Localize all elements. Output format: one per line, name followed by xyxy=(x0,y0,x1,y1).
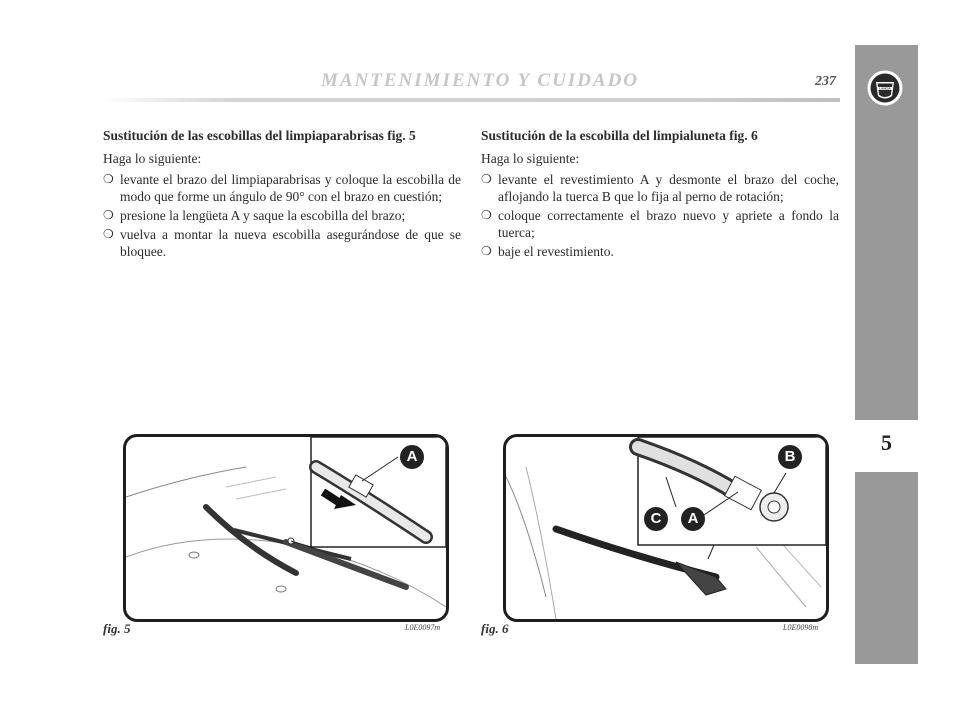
bullet-icon: ❍ xyxy=(481,244,492,258)
bullet-icon: ❍ xyxy=(103,227,114,241)
figure-6-rear-wiper xyxy=(503,434,829,622)
list-item xyxy=(103,171,461,205)
list-item xyxy=(103,226,461,260)
step-text: baje el revestimiento. xyxy=(498,244,614,259)
figure-5-windshield-wiper xyxy=(123,434,449,622)
list-item xyxy=(103,207,461,224)
chapter-tab-bottom xyxy=(855,472,918,664)
section-title: Sustitución de las escobillas del limpiaparabrisas fig. 5 xyxy=(103,128,416,143)
section-intro: Haga lo siguiente: xyxy=(103,151,202,166)
chapter-number: 5 xyxy=(881,430,892,455)
left-column xyxy=(103,127,461,262)
wiper-illustration xyxy=(126,437,446,619)
list-item xyxy=(481,171,839,205)
page-number: 237 xyxy=(815,74,836,89)
list-item xyxy=(481,207,839,241)
figure-caption: fig. 6 xyxy=(481,621,509,636)
bullet-icon: ❍ xyxy=(481,208,492,222)
header-divider xyxy=(100,98,840,102)
rear-wiper-illustration xyxy=(506,437,826,619)
callout-label-a: A xyxy=(400,445,424,469)
step-text: coloque correctamente el brazo nuevo y apriete a fondo la tuerca; xyxy=(498,208,839,240)
figure-code: L0E0098m xyxy=(783,623,819,632)
page-header-title: MANTENIMIENTO Y CUIDADO xyxy=(320,70,640,91)
right-column xyxy=(481,127,839,262)
logo-text: LANCIA xyxy=(879,86,891,91)
step-text: levante el revestimiento A y desmonte el brazo del coche, aflojando la tuerca B que lo fija al perno de rotación; xyxy=(498,172,839,204)
callout-label-a: A xyxy=(681,507,705,531)
list-item xyxy=(481,243,839,260)
section-intro: Haga lo siguiente: xyxy=(481,151,580,166)
lancia-logo-icon xyxy=(867,70,903,106)
step-text: levante el brazo del limpiaparabrisas y coloque la escobilla de modo que forme un ángulo de 90° con el brazo en cuestión; xyxy=(120,172,461,204)
figure-code: L0E0097m xyxy=(405,623,441,632)
bullet-icon: ❍ xyxy=(103,208,114,222)
callout-label-b: B xyxy=(778,445,802,469)
step-text: vuelva a montar la nueva escobilla asegurándose de que se bloquee. xyxy=(120,227,461,259)
figure-caption: fig. 5 xyxy=(103,621,131,636)
bullet-icon: ❍ xyxy=(103,172,114,186)
callout-label-c: C xyxy=(644,507,668,531)
bullet-icon: ❍ xyxy=(481,172,492,186)
section-title: Sustitución de la escobilla del limpialuneta fig. 6 xyxy=(481,128,758,143)
step-text: presione la lengüeta A y saque la escobilla del brazo; xyxy=(120,208,406,223)
step-list xyxy=(103,171,461,260)
step-list xyxy=(481,171,839,260)
